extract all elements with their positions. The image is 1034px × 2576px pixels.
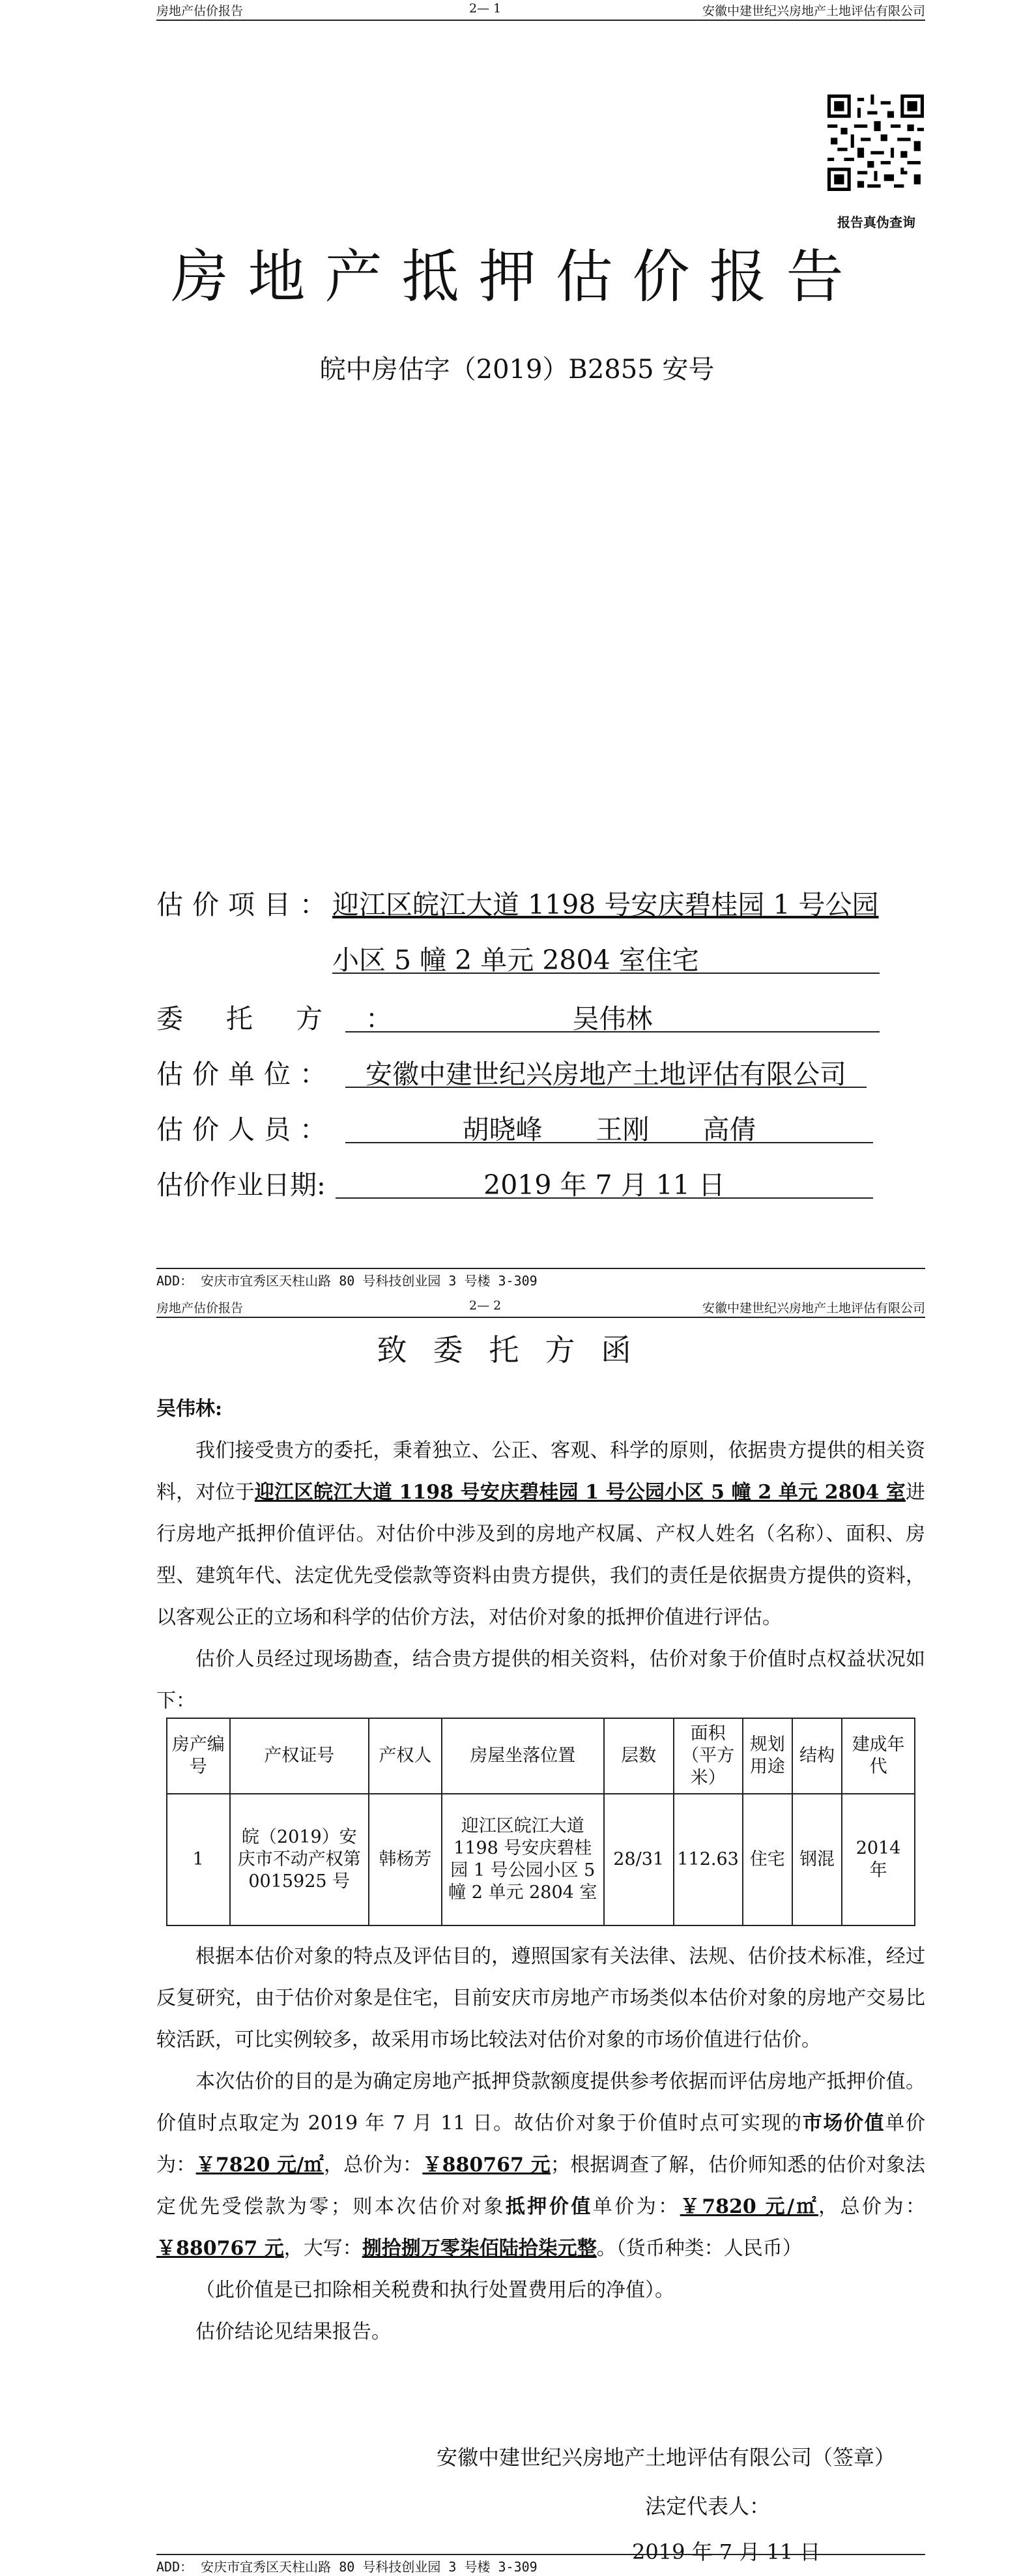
salutation: 吴伟林:	[156, 1398, 223, 1420]
field-label: 估价人员：	[156, 1114, 336, 1145]
column-header: 产权人	[369, 1718, 442, 1794]
field-label: 估价作业日期:	[156, 1169, 326, 1201]
mortgage-value-label: 抵押价值	[505, 2195, 593, 2218]
p1-text-b: 进行房地产抵押价值评估。对估价中涉及到的房地产权属、产权人姓名（名称）、面积、房型、建筑年代、法定优先受偿款等资料由贵方提供，我们的责任是依据贵方提供的资料，以客观公正的立场和科学的估价方法，对估价对象的抵押价值进行评估。	[156, 1481, 926, 1629]
p1-text-a: 我们接受贵方的委托，秉着独立、公正、客观、科学的原则，依据贵方提供的相关资料，对位于	[156, 1439, 925, 1504]
unit-value: 安徽中建世纪兴房地产土地评估有限公司	[345, 1053, 867, 1088]
header-left: 房地产估价报告	[156, 4, 244, 18]
table-cell: 28/31	[604, 1794, 674, 1925]
header-page-number: 2— 1	[469, 1, 502, 16]
p4-text-h: 。（货币种类：人民币）	[596, 2237, 802, 2260]
table-cell: 迎江区皖江大道 1198 号安庆碧桂园 1 号公园小区 5 幢 2 单元 2804 室	[442, 1794, 604, 1925]
market-value-label: 市场价值	[802, 2112, 885, 2135]
column-header: 层数	[604, 1718, 674, 1794]
report-title: 房地产抵押估价报告	[171, 243, 863, 310]
market-unit-price: ￥7820 元/㎡	[195, 2154, 324, 2176]
table-cell: 皖（2019）安庆市不动产权第 0015925 号	[230, 1794, 369, 1925]
appraisers-value: 胡晓峰 王刚 高倩	[345, 1108, 873, 1143]
page-header	[156, 1297, 925, 1318]
p1-address: 迎江区皖江大道 1198 号安庆碧桂园 1 号公园小区 5 幢 2 单元 2804 室	[254, 1481, 906, 1504]
table-row	[167, 1794, 915, 1925]
header-right: 安徽中建世纪兴房地产土地评估有限公司	[702, 1301, 925, 1315]
table-cell: 112.63	[674, 1794, 743, 1925]
p4-text-e: 单价为：	[592, 2195, 680, 2218]
table-cell: 住宅	[743, 1794, 792, 1925]
qr-caption: 报告真伪查询	[837, 214, 915, 230]
project-value-line1: 迎江区皖江大道 1198 号安庆碧桂园 1 号公园	[332, 889, 879, 920]
header-page-number: 2— 2	[469, 1298, 502, 1313]
paragraph-1	[156, 1430, 925, 1639]
field-label: 估价单位：	[156, 1059, 336, 1090]
page-footer	[156, 2554, 925, 2575]
header-left: 房地产估价报告	[156, 1301, 244, 1315]
column-header: 产权证号	[230, 1718, 369, 1794]
table-header-row	[167, 1718, 915, 1794]
paragraph-6: 估价结论见结果报告。	[195, 2320, 391, 2343]
column-header: 结构	[792, 1718, 842, 1794]
p4-text-a: 本次估价的目的是为确定房地产抵押贷款额度提供参考依据而评估房地产抵押价值。价值时点取定为 2019 年 7 月 11 日。故估价对象于价值时点可实现的	[156, 2070, 925, 2135]
p4-text-b: 单价为：	[156, 2112, 926, 2176]
page-footer	[156, 1268, 925, 1289]
table-cell: 钢混	[792, 1794, 842, 1925]
footer-address: ADD： 安庆市宜秀区天柱山路 80 号科技创业园 3 号楼 3-309	[156, 2559, 538, 2575]
project-value-line2: 小区 5 幢 2 单元 2804 室住宅	[332, 939, 880, 974]
header-right: 安徽中建世纪兴房地产土地评估有限公司	[702, 4, 925, 18]
letter-page	[0, 1297, 1034, 2576]
table-cell: 韩杨芳	[369, 1794, 442, 1925]
column-header: 规划用途	[743, 1718, 792, 1794]
market-total-price: ￥880767 元	[422, 2154, 551, 2176]
footer-address: ADD： 安庆市宜秀区天柱山路 80 号科技创业园 3 号楼 3-309	[156, 1273, 538, 1289]
date-value: 2019 年 7 月 11 日	[336, 1164, 873, 1199]
page-header	[156, 0, 925, 21]
legal-representative: 法定代表人：	[645, 2494, 771, 2519]
table-cell: 1	[167, 1794, 230, 1925]
qr-code-icon[interactable]	[827, 95, 924, 191]
column-header: 建成年代	[842, 1718, 915, 1794]
paragraph-3: 根据本估价对象的特点及评估目的，遵照国家有关法律、法规、估价技术标准，经过反复研究，由于估价对象是住宅，目前安庆市房地产市场类似本估价对象的房地产交易比较活跃，可比实例较多，故采用市场比较法对估价对象的市场价值进行估价。	[156, 1945, 925, 2051]
paragraph-2: 估价人员经过现场勘查，结合贵方提供的相关资料，估价对象于价值时点权益状况如下：	[156, 1648, 925, 1712]
document-number: 皖中房估字（2019）B2855 安号	[319, 355, 715, 385]
client-value: 吴伟林	[345, 997, 880, 1032]
amount-in-words: 捌拾捌万零柒佰陆拾柒元整	[362, 2237, 597, 2260]
field-label: 估价项目：	[156, 889, 336, 920]
letter-title: 致委托方函	[377, 1332, 657, 1368]
letter-intro	[156, 1388, 925, 1722]
paragraph-4	[156, 2061, 925, 2270]
p4-text-c: ，总价为：	[323, 2154, 423, 2176]
letter-body	[156, 1936, 925, 2353]
p4-text-f: ，总价为：	[818, 2195, 926, 2218]
column-header: 房产编号	[167, 1718, 230, 1794]
column-header: 房屋坐落位置	[442, 1718, 604, 1794]
mortgage-unit-price: ￥7820 元/㎡	[680, 2195, 819, 2218]
field-label: 委托方：	[156, 1003, 435, 1034]
table-cell: 2014 年	[842, 1794, 915, 1925]
mortgage-total-price: ￥880767 元	[156, 2237, 284, 2260]
signer-company: 安徽中建世纪兴房地产土地评估有限公司（签章）	[437, 2445, 896, 2470]
property-table	[166, 1718, 915, 1926]
column-header: 面积（平方米）	[674, 1718, 743, 1794]
signature-date: 2019 年 7 月 11 日	[632, 2539, 821, 2564]
p4-text-g: ，大写：	[283, 2237, 362, 2260]
p4-text-d: ；根据调查了解，估价师知悉的估价对象法定优先受偿款为零；则本次估价对象	[156, 2154, 926, 2218]
paragraph-5: （此价值是已扣除相关税费和执行处置费用后的净值）。	[195, 2279, 674, 2302]
